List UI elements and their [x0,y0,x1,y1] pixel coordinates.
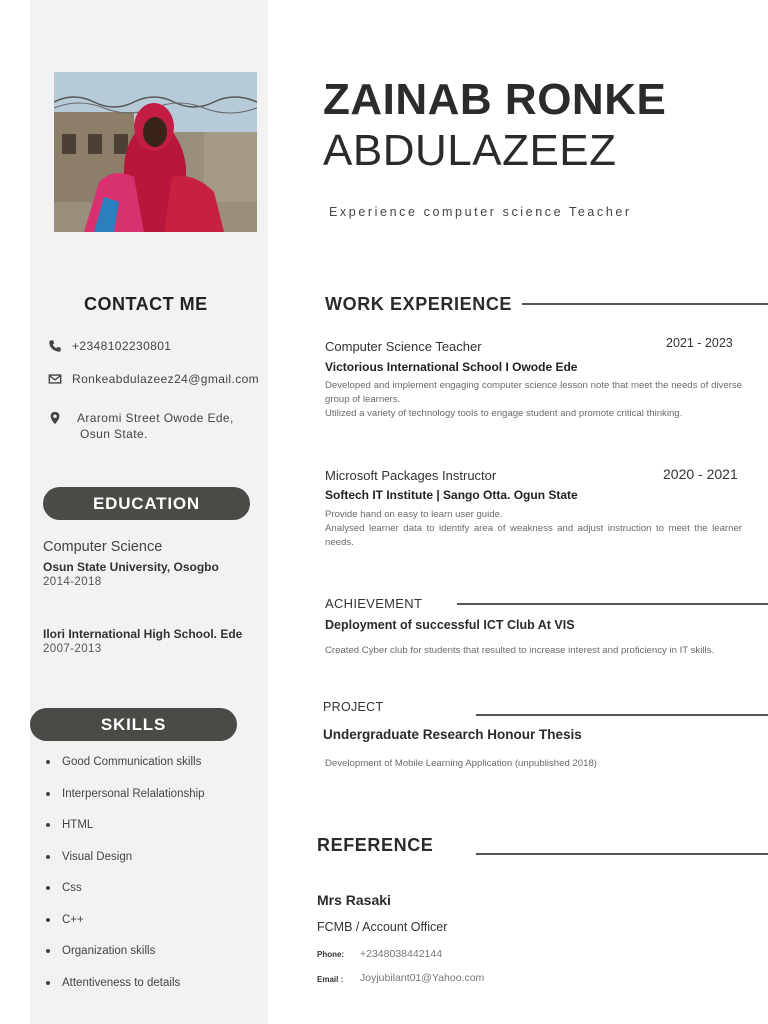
job-desc-2-line-1: Provide hand on easy to learn user guide. [325,509,503,520]
name-second-line: ABDULAZEEZ [323,126,617,175]
edu-school-2: Ilori International High School. Ede [43,627,243,641]
email-text: Ronkeabdulazeez24@gmail.com [72,372,260,386]
achievement-heading: ACHIEVEMENT [325,596,423,611]
job-desc-1-line-2: Utilized a variety of technology tools to engage student and promote critical thinking. [325,408,683,419]
reference-phone: +2348038442144 [360,948,443,960]
contact-phone [48,338,171,354]
contact-heading: CONTACT ME [84,294,208,314]
job-years-1: 2021 - 2023 [666,336,733,350]
project-desc: Development of Mobile Learning Application (unpublished 2018) [325,758,598,769]
achievement-divider [457,603,768,605]
job-title-1: Computer Science Teacher [325,339,482,354]
achievement-desc: Created Cyber club for students that resulted to increase interest and proficiency in IT skills. [325,645,715,656]
map-pin-icon [48,411,62,425]
skills-heading: SKILLS [30,708,237,741]
job-org-1: Victorious International School I Owode Ede [325,360,578,374]
skill-item: Interpersonal Relalationship [46,786,205,818]
work-divider [522,303,768,305]
skills-list [46,754,205,1006]
work-experience-heading: WORK EXPERIENCE [325,294,513,314]
reference-email-label: Email : [317,975,344,984]
skill-item: Visual Design [46,849,205,881]
job-years-2: 2020 - 2021 [663,466,738,482]
phone-icon [48,339,62,353]
contact-email [48,371,259,387]
skill-item: C++ [46,912,205,944]
skill-item: Good Communication skills [46,754,205,786]
skill-item: HTML [46,817,205,849]
profile-photo [54,72,257,232]
job-desc-2 [325,508,742,550]
name-first-line: ZAINAB RONKE [323,75,667,124]
job-org-2: Softech IT Institute | Sango Otta. Ogun State [325,488,578,502]
tagline: Experience computer science Teacher [329,205,632,219]
reference-divider [476,853,768,855]
education-heading: EDUCATION [43,487,250,520]
job-title-2: Microsoft Packages Instructor [325,468,497,483]
skill-item: Attentiveness to details [46,975,205,1007]
edu-years-1: 2014-2018 [43,576,102,588]
envelope-icon [48,372,62,386]
project-heading: PROJECT [323,700,384,714]
skill-item: Organization skills [46,943,205,975]
reference-heading: REFERENCE [317,835,434,855]
reference-role: FCMB / Account Officer [317,920,448,934]
address-line-2: Osun State. [80,427,148,441]
job-desc-2-line-2: Analysed learner data to identify area of weakness and adjust instruction to meet the learner needs. [325,523,742,548]
address-line-1: Araromi Street Owode Ede, [77,411,234,425]
edu-years-2: 2007-2013 [43,643,102,655]
reference-phone-label: Phone: [317,950,345,959]
reference-email: Joyjubilant01@Yahoo.com [360,972,485,984]
project-divider [476,714,768,716]
project-title: Undergraduate Research Honour Thesis [323,727,582,742]
job-desc-1-line-1: Developed and implement engaging computer science lesson note that meet the needs of diverse group of learners. [325,380,742,405]
skill-item: Css [46,880,205,912]
contact-address [48,410,234,442]
edu-school-1: Osun State University, Osogbo [43,560,219,574]
phone-text: +2348102230801 [72,339,172,353]
achievement-title: Deployment of successful ICT Club At VIS [325,618,575,632]
job-desc-1 [325,379,742,421]
reference-name: Mrs Rasaki [317,892,391,908]
edu-degree: Computer Science [43,539,163,555]
